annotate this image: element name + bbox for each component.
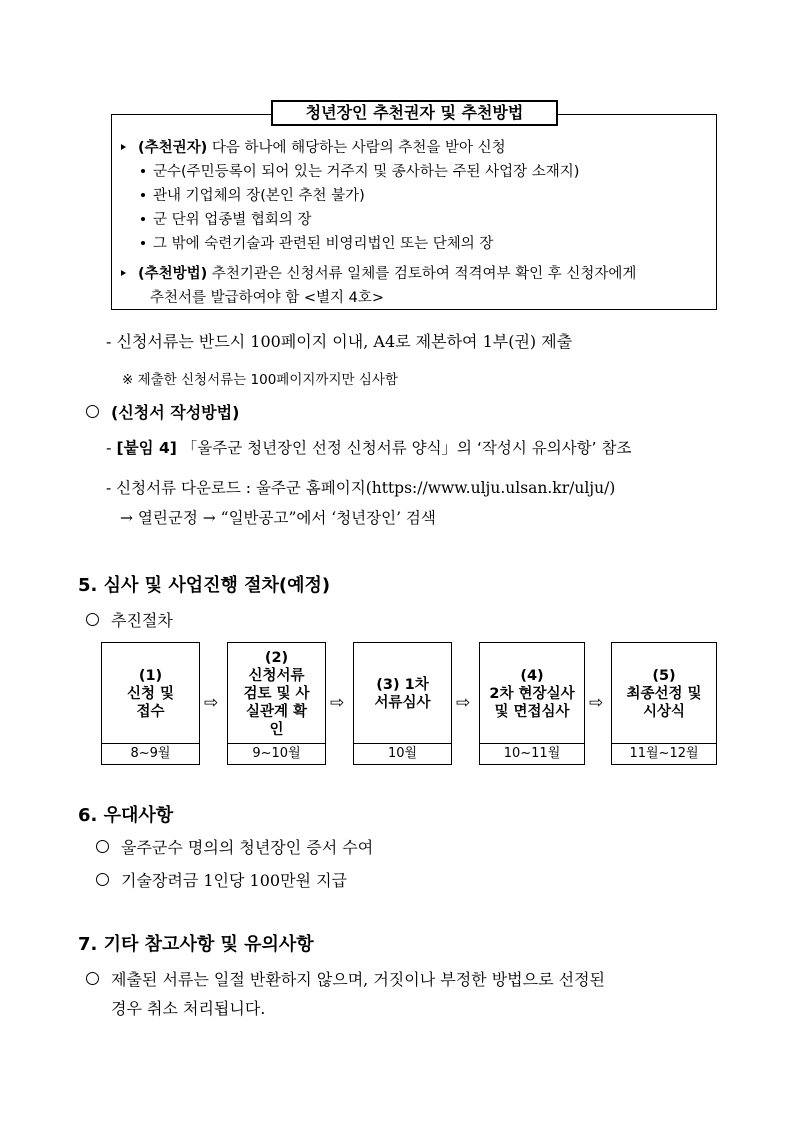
dot-bullet-icon — [141, 193, 145, 197]
notice-line-cont: 경우 취소 처리됩니다. — [111, 999, 266, 1018]
step-period: 11월~12월 — [612, 743, 716, 764]
flow-arrow-icon: ⇨ — [204, 693, 219, 713]
process-step-4: (4) 2차 현장실사 및 면접심사 10~11월 — [479, 642, 585, 765]
rec-line-mayor: 군수(주민등록이 되어 있는 거주지 및 종사하는 주된 사업장 소재지) — [141, 160, 579, 181]
circle-bullet-icon — [96, 840, 109, 853]
flow-arrow-icon: ⇨ — [456, 693, 471, 713]
dot-bullet-icon — [141, 241, 145, 245]
circle-bullet-icon — [86, 972, 99, 985]
rec-line-recommender: (추천권자) 다음 하나에 해당하는 사람의 추천을 받아 신청 — [121, 136, 506, 157]
docs-attachment-ref: - [붙임 4] 「울주군 청년장인 선정 신청서류 양식」의 ‘작성시 유의사항’ 참조 — [106, 439, 632, 457]
flow-arrow-icon: ⇨ — [330, 693, 345, 713]
rec-line-nonprofit: 그 밖에 숙련기술과 관련된 비영리법인 또는 단체의 장 — [141, 232, 493, 253]
how-to-write-heading: (신청서 작성방법) — [86, 400, 239, 423]
step-period: 10~11월 — [480, 743, 584, 764]
process-step-2: (2) 신청서류 검토 및 사 실관계 확 인 9~10월 — [227, 642, 326, 765]
circle-bullet-icon — [96, 873, 109, 886]
step-period: 8~9월 — [102, 743, 199, 764]
triangle-bullet-icon — [121, 270, 126, 276]
circle-bullet-icon — [86, 613, 99, 626]
rec-line-method-cont: 추천서를 발급하여야 함 <별지 4호> — [150, 290, 385, 306]
section-5-title: 5. 심사 및 사업진행 절차(예정) — [78, 575, 331, 596]
benefit-item: 기술장려금 1인당 100만원 지급 — [96, 868, 347, 891]
docs-search-path: → 열린군정 → “일반공고”에서 ‘청년장인’ 검색 — [120, 509, 436, 527]
benefit-item: 울주군수 명의의 청년장인 증서 수여 — [96, 835, 373, 858]
triangle-bullet-icon — [121, 144, 126, 150]
docs-download: - 신청서류 다운로드 : 울주군 홈페이지(https://www.ulju.ulsan.kr/ulju/) — [106, 479, 616, 497]
notice-line: 제출된 서류는 일절 반환하지 않으며, 거짓이나 부정한 방법으로 선정된 — [86, 967, 605, 990]
rec-line-method: (추천방법) 추천기관은 신청서류 일체를 검토하여 적격여부 확인 후 신청자에게 — [121, 262, 636, 283]
recommender-box-title: 청년장인 추천권자 및 추천방법 — [271, 100, 558, 126]
flow-arrow-icon: ⇨ — [589, 693, 604, 713]
step-period: 10월 — [354, 743, 451, 764]
process-step-5: (5) 최종선정 및 시상식 11월~12월 — [611, 642, 717, 765]
rec-line-company: 관내 기업체의 장(본인 추천 불가) — [141, 184, 365, 205]
docs-note: ※ 제출한 신청서류는 100페이지까지만 심사함 — [122, 372, 398, 388]
docs-page-limit: - 신청서류는 반드시 100페이지 이내, A4로 제본하여 1부(권) 제출 — [106, 332, 573, 351]
section-6-title: 6. 우대사항 — [78, 805, 174, 826]
dot-bullet-icon — [141, 169, 145, 173]
section-7-title: 7. 기타 참고사항 및 유의사항 — [78, 934, 314, 955]
process-subheading: 추진절차 — [86, 608, 173, 631]
process-step-3: (3) 1차 서류심사 10월 — [353, 642, 452, 765]
rec-line-association: 군 단위 업종별 협회의 장 — [141, 208, 312, 229]
step-period: 9~10월 — [228, 743, 325, 764]
dot-bullet-icon — [141, 217, 145, 221]
process-step-1: (1) 신청 및 접수 8~9월 — [101, 642, 200, 765]
circle-bullet-icon — [86, 405, 99, 418]
